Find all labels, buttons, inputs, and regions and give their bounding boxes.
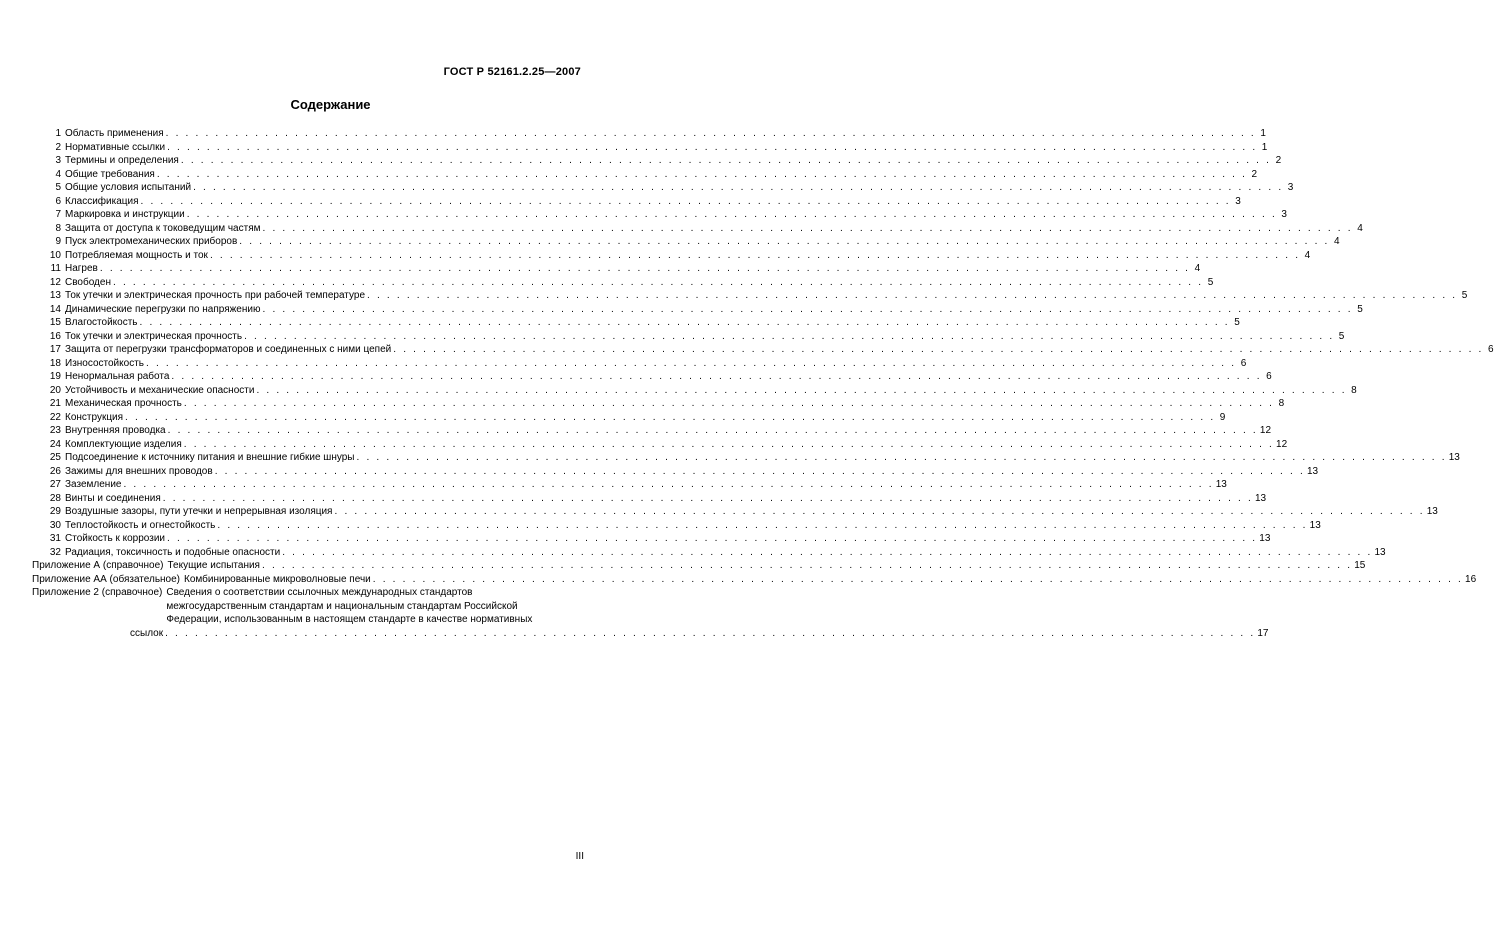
toc-entry-number: 6: [55, 195, 61, 207]
toc-entry-label: Потребляемая мощность и ток: [65, 249, 208, 261]
toc-leader-dots: [167, 141, 1257, 155]
toc-entry-label: Нормативные ссылки: [65, 141, 166, 153]
toc-entry-label: Маркировка и инструкции: [65, 209, 185, 220]
toc-entry-page: 3: [1235, 195, 1241, 207]
annex-description-line: Сведения о соответствии ссылочных международных стандартов: [166, 587, 473, 598]
toc-entry[interactable]: [49, 384, 1357, 398]
toc-entry-page: 8: [1278, 398, 1285, 409]
toc-entry-label: Классификация: [65, 195, 139, 207]
toc-entry-number: 26: [49, 465, 61, 477]
toc-entry-page: 5: [1234, 317, 1240, 328]
toc-entry[interactable]: [49, 343, 1494, 357]
toc-entry-page: 3: [1287, 182, 1294, 193]
toc-leader-dots: [239, 235, 1329, 249]
toc-leader-dots: [334, 505, 1424, 519]
toc-entry-number: 19: [49, 371, 61, 382]
toc-entry[interactable]: [49, 181, 1294, 195]
toc-entry-label: Зажимы для внешних проводов: [65, 465, 213, 477]
toc-entry-number: 18: [49, 357, 61, 369]
toc-entry-page: 2: [1251, 168, 1258, 180]
toc-entry-label: Влагостойкость: [65, 317, 138, 328]
toc-leader-dots: [215, 465, 1305, 479]
toc-leader-dots: [256, 384, 1346, 398]
toc-entry[interactable]: [49, 141, 1268, 155]
toc-entry-page: 13: [1306, 465, 1319, 477]
toc-entry-label: Подсоединение к источнику питания и внешние гибкие шнуры: [65, 452, 355, 463]
toc-annex-entry-multiline[interactable]: [32, 586, 1269, 640]
toc-entry-page: 12: [1259, 425, 1272, 436]
toc-entry[interactable]: [49, 127, 1266, 141]
toc-entry-page: 1: [1260, 128, 1266, 139]
annex-prefix: Приложение А (справочное): [32, 560, 164, 571]
toc-entry[interactable]: [49, 478, 1227, 492]
toc-entry-page: 6: [1240, 357, 1247, 369]
toc-entry[interactable]: [49, 451, 1460, 465]
table-of-contents: [32, 127, 1494, 640]
toc-entry-label: Механическая прочность: [65, 398, 182, 409]
toc-entry-page: 9: [1219, 411, 1226, 423]
toc-annex-entry[interactable]: [32, 573, 1477, 587]
toc-entry-number: 14: [49, 303, 61, 315]
toc-entry-number: 21: [49, 398, 61, 409]
toc-entry[interactable]: [49, 222, 1363, 236]
page-number-footer: III: [575, 851, 584, 862]
toc-leader-dots: [393, 343, 1483, 357]
annex-page: 17: [1257, 627, 1269, 639]
toc-entry-page: 8: [1351, 384, 1357, 396]
toc-leader-dots: [184, 438, 1274, 452]
toc-entry-label: Устойчивость и механические опасности: [65, 384, 255, 396]
toc-entry-label: Область применения: [65, 128, 164, 139]
toc-entry-number: 25: [49, 452, 61, 463]
toc-entry-label: Износостойкость: [65, 357, 144, 369]
toc-entry-page: 3: [1281, 209, 1287, 220]
toc-entry-number: 24: [49, 438, 61, 450]
toc-leader-dots: [171, 370, 1261, 384]
toc-leader-dots: [123, 478, 1213, 492]
toc-entry[interactable]: [49, 208, 1287, 222]
toc-entry-number: 17: [49, 344, 61, 355]
toc-entry[interactable]: [49, 397, 1285, 411]
toc-leader-dots: [217, 519, 1307, 533]
toc-entry-page: 5: [1207, 276, 1214, 288]
toc-entry-number: 23: [49, 425, 61, 436]
toc-entry-number: 30: [49, 519, 61, 531]
toc-entry[interactable]: [49, 168, 1258, 182]
toc-entry-label: Теплостойкость и огнестойкость: [65, 519, 216, 531]
toc-entry-page: 2: [1275, 155, 1282, 166]
toc-entry-page: 13: [1215, 479, 1227, 490]
toc-entry-label: Стойкость к коррозии: [65, 533, 165, 544]
toc-leader-dots: [282, 546, 1372, 560]
toc-leader-dots: [140, 316, 1230, 330]
document-header: ГОСТ Р 52161.2.25—2007: [443, 66, 581, 78]
toc-entry-page: 1: [1261, 141, 1268, 153]
toc-leader-dots: [184, 397, 1274, 411]
toc-leader-dots: [373, 573, 1463, 587]
toc-entry-page: 13: [1448, 452, 1460, 463]
toc-entry[interactable]: [49, 357, 1247, 371]
annex-description-line: межгосударственным стандартам и национальным стандартам Российской: [166, 600, 518, 612]
toc-entry-page: 4: [1194, 263, 1201, 274]
toc-entry-number: 3: [55, 155, 61, 166]
toc-entry-number: 22: [49, 411, 61, 423]
toc-entry-number: 16: [49, 330, 61, 342]
toc-entry-page: 12: [1276, 438, 1288, 450]
toc-entry-number: 28: [49, 492, 61, 504]
toc-entry-number: 9: [55, 236, 61, 247]
toc-entry-label: Ток утечки и электрическая прочность при рабочей температуре: [65, 290, 366, 301]
toc-entry-number: 4: [55, 168, 61, 180]
toc-entry[interactable]: [49, 465, 1319, 479]
toc-entry-label: Защита от доступа к токоведущим частям: [65, 222, 261, 234]
toc-entry[interactable]: [49, 303, 1363, 317]
toc-entry-number: 12: [49, 276, 61, 288]
toc-entry-number: 10: [49, 249, 61, 261]
toc-entry-page: 5: [1338, 330, 1345, 342]
toc-entry[interactable]: [49, 235, 1340, 249]
toc-entry-page: 6: [1487, 344, 1494, 355]
toc-leader-dots: [367, 289, 1457, 303]
annex-page: 16: [1465, 573, 1477, 585]
annex-page: 15: [1354, 560, 1366, 571]
toc-entry-label: Защита от перегрузки трансформаторов и соединенных с ними цепей: [65, 344, 392, 355]
toc-leader-dots: [113, 276, 1203, 290]
toc-entry-number: 15: [49, 317, 61, 328]
toc-entry-page: 5: [1461, 290, 1468, 301]
toc-entry-page: 5: [1357, 303, 1363, 315]
toc-leader-dots: [167, 532, 1257, 546]
toc-entry[interactable]: [49, 330, 1345, 344]
toc-leader-dots: [244, 330, 1334, 344]
annex-prefix: Приложение 2 (справочное): [32, 587, 163, 598]
toc-entry-label: Общие условия испытаний: [65, 182, 192, 193]
toc-entry-number: 1: [55, 128, 61, 139]
toc-entry-number: 29: [49, 506, 61, 517]
toc-entry-label: Нагрев: [65, 263, 98, 274]
toc-entry-page: 4: [1304, 249, 1311, 261]
toc-entry-label: Заземление: [65, 479, 122, 490]
toc-leader-dots: [141, 195, 1231, 209]
toc-annex-entry[interactable]: [32, 559, 1366, 573]
toc-entry-number: 2: [55, 141, 61, 153]
toc-entry-label: Винты и соединения: [65, 492, 161, 504]
toc-entry[interactable]: [49, 276, 1214, 290]
annex-description-line: Федерации, использованным в настоящем стандарте в качестве нормативных: [166, 614, 533, 625]
toc-entry[interactable]: [49, 492, 1267, 506]
toc-entry-number: 7: [55, 209, 61, 220]
toc-entry-page: 13: [1426, 506, 1438, 517]
toc-entry[interactable]: [49, 519, 1321, 533]
toc-entry[interactable]: [49, 289, 1468, 303]
toc-entry-label: Комплектующие изделия: [65, 438, 182, 450]
toc-entry-page: 13: [1374, 546, 1386, 558]
toc-entry-page: 4: [1333, 236, 1340, 247]
toc-entry-number: 20: [49, 384, 61, 396]
toc-leader-dots: [356, 451, 1446, 465]
toc-leader-dots: [166, 127, 1256, 141]
toc-entry-page: 4: [1357, 222, 1363, 234]
toc-entry[interactable]: [49, 411, 1226, 425]
toc-leader-dots: [262, 559, 1352, 573]
toc-entry-number: 31: [49, 533, 61, 544]
toc-entry[interactable]: [49, 316, 1240, 330]
toc-leader-dots: [165, 627, 1255, 641]
toc-entry-page: 13: [1309, 519, 1321, 531]
toc-entry[interactable]: [49, 262, 1201, 276]
toc-entry-number: 13: [49, 290, 61, 301]
toc-leader-dots: [157, 168, 1247, 182]
toc-entry[interactable]: [49, 438, 1288, 452]
toc-leader-dots: [210, 249, 1300, 263]
annex-label: Комбинированные микроволновые печи: [184, 573, 371, 585]
toc-entry[interactable]: [49, 424, 1272, 438]
toc-leader-dots: [146, 357, 1236, 371]
toc-leader-dots: [163, 492, 1253, 506]
toc-entry[interactable]: [49, 546, 1386, 560]
toc-entry-page: 13: [1255, 492, 1267, 504]
toc-entry-label: Ненормальная работа: [65, 371, 170, 382]
annex-description-line: ссылок: [130, 627, 164, 639]
annex-prefix: Приложение АА (обязательное): [32, 573, 181, 585]
toc-entry-label: Внутренняя проводка: [65, 425, 166, 436]
toc-entry-label: Термины и определения: [65, 155, 179, 166]
toc-entry[interactable]: [49, 370, 1272, 384]
toc-leader-dots: [125, 411, 1215, 425]
toc-entry-number: 8: [55, 222, 61, 234]
toc-entry-page: 6: [1266, 371, 1272, 382]
toc-entry[interactable]: [49, 532, 1271, 546]
toc-entry-number: 11: [50, 263, 61, 274]
toc-leader-dots: [262, 303, 1352, 317]
annex-label: Текущие испытания: [167, 560, 260, 571]
toc-leader-dots: [100, 262, 1190, 276]
toc-entry-number: 5: [55, 182, 61, 193]
toc-entry[interactable]: [49, 195, 1241, 209]
toc-entry-page: 13: [1259, 533, 1271, 544]
toc-entry-label: Свободен: [65, 276, 111, 288]
toc-entry-number: 27: [49, 479, 61, 490]
toc-entry-label: Конструкция: [65, 411, 124, 423]
toc-entry-label: Ток утечки и электрическая прочность: [65, 330, 243, 342]
toc-leader-dots: [181, 154, 1271, 168]
toc-entry-label: Воздушные зазоры, пути утечки и непрерывная изоляция: [65, 506, 333, 517]
toc-entry-label: Общие требования: [65, 168, 155, 180]
toc-entry[interactable]: [49, 154, 1282, 168]
toc-entry[interactable]: [49, 505, 1438, 519]
toc-entry-number: 32: [49, 546, 61, 558]
toc-leader-dots: [187, 208, 1277, 222]
toc-leader-dots: [262, 222, 1352, 236]
toc-leader-dots: [193, 181, 1283, 195]
toc-leader-dots: [168, 424, 1258, 438]
toc-entry[interactable]: [49, 249, 1311, 263]
page-title: Содержание: [290, 97, 371, 112]
toc-entry-label: Радиация, токсичность и подобные опасности: [65, 546, 281, 558]
toc-entry-label: Динамические перегрузки по напряжению: [65, 303, 261, 315]
toc-entry-label: Пуск электромеханических приборов: [65, 236, 238, 247]
